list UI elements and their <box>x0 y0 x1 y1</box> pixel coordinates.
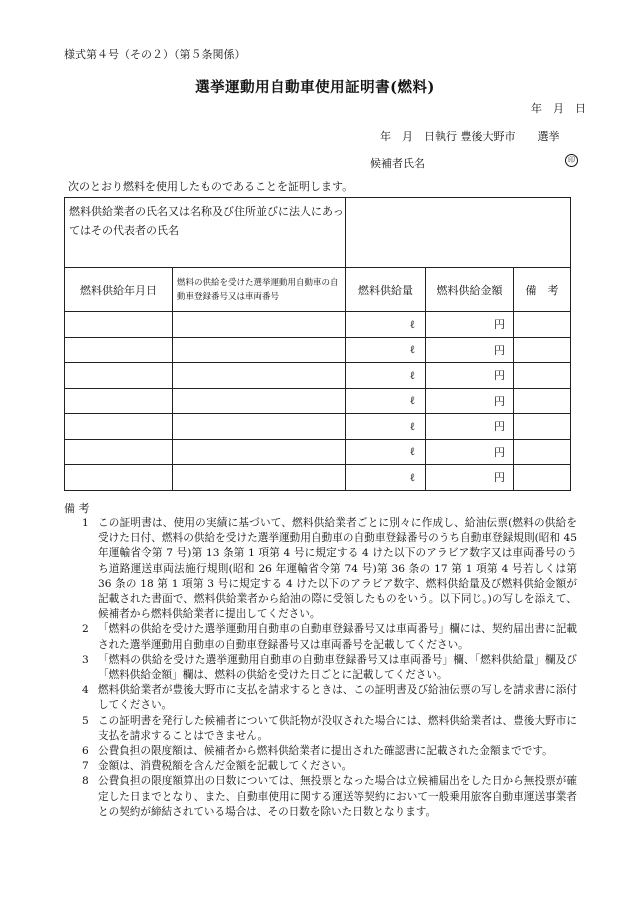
remarks-cell[interactable] <box>514 414 571 440</box>
form-number: 様式第４号（その２）（第５条関係） <box>64 48 246 61</box>
date-cell[interactable] <box>65 414 173 440</box>
liter-unit[interactable]: ℓ <box>346 465 426 491</box>
remarks-cell[interactable] <box>514 388 571 414</box>
col-header-fuel-amount: 燃料供給量 <box>346 268 426 312</box>
vehicle-cell[interactable] <box>173 363 346 389</box>
date-cell[interactable] <box>65 388 173 414</box>
col-header-vehicle-number: 燃料の供給を受けた選挙運動用自動車の自動車登録番号又は車両番号 <box>173 268 346 312</box>
table-row <box>65 414 571 440</box>
vehicle-cell[interactable] <box>173 312 346 338</box>
note-number: 2 <box>82 623 89 636</box>
candidate-name-label: 候補者氏名 <box>370 157 425 170</box>
table-row <box>65 337 571 363</box>
yen-unit[interactable]: 円 <box>426 388 514 414</box>
liter-unit[interactable]: ℓ <box>346 414 426 440</box>
document-title: 選挙運動用自動車使用証明書(燃料) <box>195 79 435 96</box>
date-cell[interactable] <box>65 337 173 363</box>
note-text: 公費負担の限度額算出の日数については、無投票となった場合は立候補届出をした日から無投票が確定した日までとなり、また、自動車使用に関する運送等契約において一般乗用旅客自動車運送事業者との契約が締結されている場合は、その日数を除いた日数となります。 <box>98 775 577 818</box>
yen-unit[interactable]: 円 <box>426 363 514 389</box>
remarks-cell[interactable] <box>514 439 571 465</box>
note-text: この証明書を発行した候補者について供託物が没収された場合には、燃料供給業者は、豊後大野市に支払を請求することはできません。 <box>98 714 577 742</box>
vehicle-cell[interactable] <box>173 414 346 440</box>
vehicle-cell[interactable] <box>173 465 346 491</box>
table-row <box>65 388 571 414</box>
vehicle-cell[interactable] <box>173 439 346 465</box>
yen-unit[interactable]: 円 <box>426 465 514 491</box>
liter-unit[interactable]: ℓ <box>346 439 426 465</box>
remarks-cell[interactable] <box>514 363 571 389</box>
certification-statement: 次のとおり燃料を使用したものであることを証明します。 <box>68 180 354 193</box>
date-line: 年 月 日 <box>531 102 586 115</box>
liter-unit[interactable]: ℓ <box>346 363 426 389</box>
seal-mark: 印 <box>565 154 578 167</box>
remarks-cell[interactable] <box>514 465 571 491</box>
note-item <box>82 653 577 683</box>
note-item <box>82 744 577 759</box>
yen-unit[interactable]: 円 <box>426 337 514 363</box>
vehicle-cell[interactable] <box>173 337 346 363</box>
note-item <box>82 774 577 820</box>
note-text: 「燃料の供給を受けた選挙運動用自動車の自動車登録番号又は車両番号」欄には、契約届出書に記載された選挙運動用自動車の自動車登録番号又は車両番号を記載してください。 <box>98 623 577 651</box>
table-row <box>65 363 571 389</box>
table-row <box>65 465 571 491</box>
election-line: 年 月 日執行 豊後大野市 選挙 <box>380 130 560 143</box>
remarks-cell[interactable] <box>514 312 571 338</box>
note-item <box>82 759 577 774</box>
note-item <box>82 516 577 622</box>
yen-unit[interactable]: 円 <box>426 312 514 338</box>
date-cell[interactable] <box>65 312 173 338</box>
fuel-usage-table <box>64 197 570 491</box>
table-row <box>65 312 571 338</box>
note-text: 公費負担の限度額は、候補者から燃料供給業者に提出された確認書に記載された金額までです。 <box>98 745 553 758</box>
note-text: 「燃料の供給を受けた選挙運動用自動車の自動車登録番号又は車両番号」欄、「燃料供給量」欄及び「燃料供給金額」欄は、燃料の供給を受けた日ごとに記載してください。 <box>98 653 577 682</box>
note-number: 6 <box>82 745 89 758</box>
liter-unit[interactable]: ℓ <box>346 312 426 338</box>
remarks-cell[interactable] <box>514 337 571 363</box>
vehicle-cell[interactable] <box>173 388 346 414</box>
table-row <box>65 439 571 465</box>
date-cell[interactable] <box>65 363 173 389</box>
col-header-remarks: 備 考 <box>514 268 571 312</box>
note-text: この証明書は、使用の実績に基づいて、燃料供給業者ごとに別々に作成し、給油伝票(燃料の供給を受けた日付、燃料の供給を受けた選挙運動用自動車の自動車登録番号のうち自動車登録規則(昭和 45 年運輸省令第 7 号)第 13 条第 1 項第 4 号に規定する 4 けた以下のアラビア数字又は車両番号のうち道路運送車両法施行規則(昭和 26 年運輸省令第 74 号)第 36 条の 17 第 1 項第 4 号若しくは第 36 条の 18 第 1 項第 3 号に規定する 4 けた以下のアラビア数字、燃料供給量及び燃料供給金額が記載された書面で、燃料供給業者から給油の際に受領したものをいう。以下同じ。)の写しを添えて、候補者から燃料供給業者に提出してください。 <box>98 517 577 621</box>
liter-unit[interactable]: ℓ <box>346 337 426 363</box>
note-text: 燃料供給業者が豊後大野市に支払を請求するときは、この証明書及び給油伝票の写しを請求書に添付してください。 <box>98 684 577 712</box>
note-item <box>82 622 577 652</box>
note-number: 5 <box>82 714 89 727</box>
date-cell[interactable] <box>65 439 173 465</box>
note-number: 1 <box>82 517 89 529</box>
yen-unit[interactable]: 円 <box>426 414 514 440</box>
yen-unit[interactable]: 円 <box>426 439 514 465</box>
date-cell[interactable] <box>65 465 173 491</box>
notes-title: 備 考 <box>64 502 90 515</box>
note-number: 7 <box>82 760 89 773</box>
col-header-fuel-price: 燃料供給金額 <box>426 268 514 312</box>
note-number: 3 <box>82 653 89 666</box>
note-number: 8 <box>82 775 89 788</box>
note-number: 4 <box>82 684 89 697</box>
notes-list <box>82 516 577 820</box>
note-item <box>82 683 577 713</box>
note-text: 金額は、消費税額を含んだ金額を記載してください。 <box>98 760 353 773</box>
supplier-name-label: 燃料供給業者の氏名又は名称及び住所並びに法人にあってはその代表者の氏名 <box>65 198 346 268</box>
supplier-name-field[interactable] <box>346 198 571 268</box>
note-item <box>82 714 577 744</box>
col-header-date: 燃料供給年月日 <box>65 268 173 312</box>
liter-unit[interactable]: ℓ <box>346 388 426 414</box>
